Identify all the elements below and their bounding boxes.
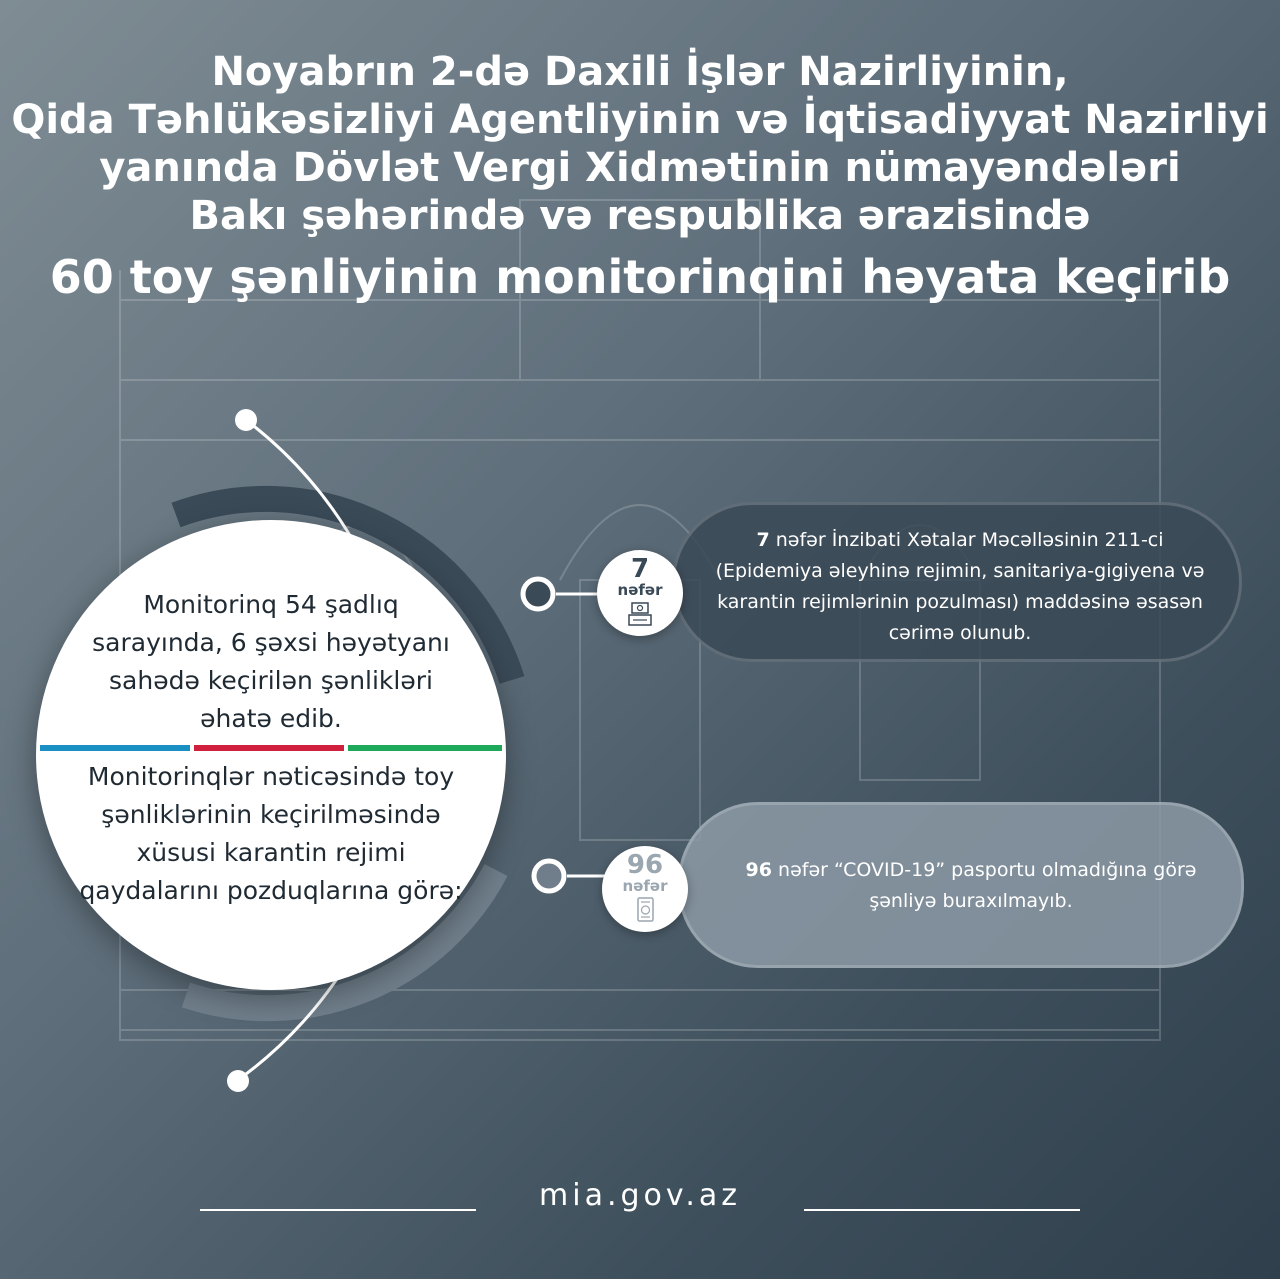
badge-unit: nəfər xyxy=(622,877,668,895)
footer-divider-left xyxy=(200,1209,476,1211)
badge-fines xyxy=(597,550,683,636)
headline-line-4: Bakı şəhərində və respublika ərazisində xyxy=(189,193,1091,239)
headline-line-5: 60 toy şənliyinin monitorinqini həyata keçirib xyxy=(49,250,1231,304)
connector-ring-2 xyxy=(534,861,564,891)
headline-line-3: yanında Dövlət Vergi Xidmətinin nümayəndələri xyxy=(99,145,1181,191)
summary-bottom-text: Monitorinqlər nəticəsində toy şənliklərinin keçirilməsində xüsusi karantin rejimi qaydalarını pozduqlarına görə: xyxy=(79,762,463,905)
footer-site: mia.gov.az xyxy=(539,1178,741,1213)
fact-text-denied xyxy=(721,855,1221,917)
fact-lead-number: 7 xyxy=(756,529,770,551)
flag-bar-red xyxy=(194,745,344,751)
flag-bar-green xyxy=(348,745,502,751)
fact-card-denied xyxy=(678,802,1244,968)
summary-circle xyxy=(36,520,506,990)
arc-top-dot xyxy=(235,409,257,431)
fact-body: nəfər İnzibati Xətalar Məcəlləsinin 211-ci (Epidemiya əleyhinə rejimin, sanitariya-gigiyena və karantin rejimlərinin pozulması) maddəsinə əsasən cərimə olunub. xyxy=(715,529,1205,644)
headline-line-1: Noyabrın 2-də Daxili İşlər Nazirliyinin, xyxy=(211,49,1069,95)
badge-unit: nəfər xyxy=(617,581,663,599)
money-icon xyxy=(626,601,654,627)
connector-ring-1 xyxy=(523,579,553,609)
summary-top-text: Monitorinq 54 şadlıq sarayında, 6 şəxsi həyətyanı sahədə keçirilən şənlikləri əhatə edib. xyxy=(92,590,450,733)
fact-text-fines xyxy=(705,525,1215,649)
fact-body: nəfər “COVID-19” pasportu olmadığına görə şənliyə buraxılmayıb. xyxy=(771,859,1197,912)
arc-bottom-dot xyxy=(227,1070,249,1092)
flag-bar-blue xyxy=(40,745,190,751)
badge-denied xyxy=(602,846,688,932)
badge-number: 96 xyxy=(626,850,664,880)
fact-card-fines xyxy=(672,502,1242,662)
badge-number: 7 xyxy=(630,554,650,584)
fact-lead-number: 96 xyxy=(745,859,772,881)
footer-divider-right xyxy=(804,1209,1080,1211)
passport-icon xyxy=(631,897,659,923)
headline-line-2: Qida Təhlükəsizliyi Agentliyinin və İqtisadiyyat Nazirliyi xyxy=(11,97,1269,143)
